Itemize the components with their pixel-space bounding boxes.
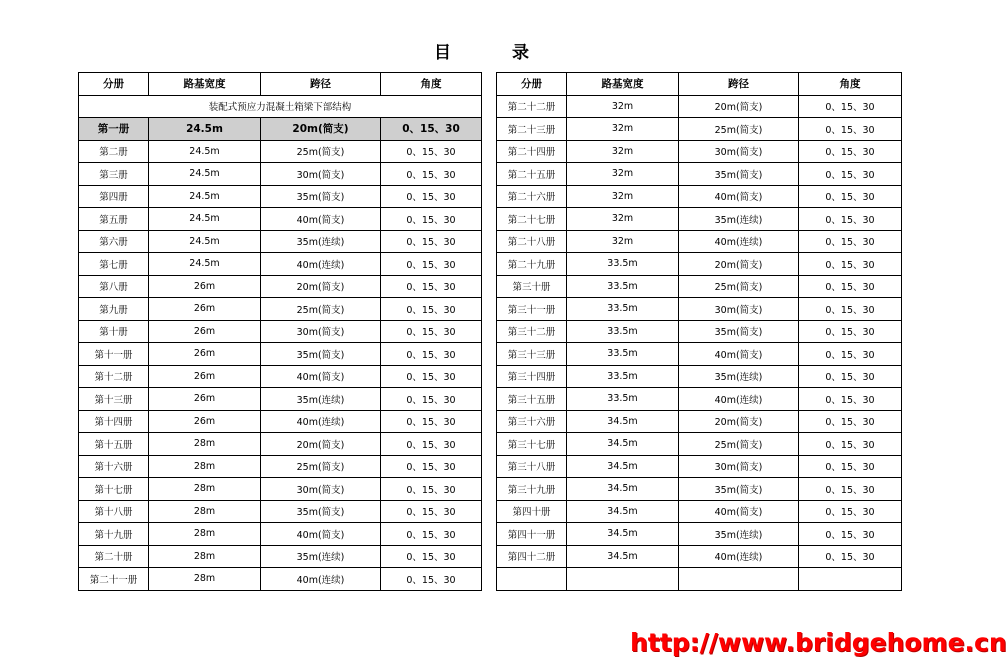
table-row (79, 275, 482, 298)
cell-angle: 0、15、30 (381, 118, 482, 141)
table-row (497, 455, 902, 478)
cell-span: 35m(连续) (261, 388, 381, 411)
cell-volume: 第十八册 (79, 500, 149, 523)
cell-span: 35m(简支) (679, 478, 799, 501)
cell-roadbed-width: 32m (567, 95, 679, 118)
cell-volume: 第七册 (79, 253, 149, 276)
cell-volume: 第十四册 (79, 410, 149, 433)
table-row (79, 208, 482, 231)
cell-roadbed-width: 33.5m (567, 365, 679, 388)
cell-angle: 0、15、30 (381, 320, 482, 343)
header-span: 跨径 (261, 73, 381, 96)
cell-volume: 第二十五册 (497, 163, 567, 186)
cell-roadbed-width: 28m (149, 500, 261, 523)
cell-angle: 0、15、30 (799, 433, 902, 456)
header-roadbed-width: 路基宽度 (567, 73, 679, 96)
cell-volume: 第二十一册 (79, 568, 149, 591)
cell-volume: 第三十八册 (497, 455, 567, 478)
cell-volume: 第二十九册 (497, 253, 567, 276)
cell-roadbed-width: 34.5m (567, 433, 679, 456)
table-row (79, 523, 482, 546)
cell-span: 35m(简支) (261, 343, 381, 366)
cell-volume: 第四十册 (497, 500, 567, 523)
header-angle: 角度 (799, 73, 902, 96)
table-row (79, 163, 482, 186)
table-row (497, 388, 902, 411)
cell-angle: 0、15、30 (381, 275, 482, 298)
table-row (79, 478, 482, 501)
table-row (497, 140, 902, 163)
cell-volume: 第二十八册 (497, 230, 567, 253)
cell-span: 35m(连续) (679, 365, 799, 388)
cell-volume: 第十六册 (79, 455, 149, 478)
cell-roadbed-width: 34.5m (567, 545, 679, 568)
watermark-url: http://www.bridgehome.cn (630, 628, 1007, 657)
cell-volume: 第四册 (79, 185, 149, 208)
cell-span: 35m(简支) (261, 500, 381, 523)
cell-volume: 第十五册 (79, 433, 149, 456)
left-catalog-table (78, 72, 482, 591)
cell-span: 30m(简支) (261, 478, 381, 501)
table-row (79, 365, 482, 388)
cell-roadbed-width: 28m (149, 433, 261, 456)
cell-roadbed-width: 26m (149, 410, 261, 433)
table-row (79, 298, 482, 321)
header-volume: 分册 (497, 73, 567, 96)
cell-volume: 第三十一册 (497, 298, 567, 321)
cell-volume: 第十七册 (79, 478, 149, 501)
cell-angle: 0、15、30 (799, 343, 902, 366)
cell-span: 40m(连续) (261, 568, 381, 591)
cell-span: 20m(简支) (679, 410, 799, 433)
table-row (497, 298, 902, 321)
cell-span: 20m(简支) (261, 433, 381, 456)
cell-angle: 0、15、30 (799, 253, 902, 276)
cell-volume: 第九册 (79, 298, 149, 321)
cell-volume: 第四十一册 (497, 523, 567, 546)
cell-span: 40m(连续) (679, 545, 799, 568)
cell-empty (497, 568, 567, 591)
cell-angle: 0、15、30 (381, 253, 482, 276)
cell-volume: 第六册 (79, 230, 149, 253)
cell-span: 40m(简支) (261, 523, 381, 546)
cell-angle: 0、15、30 (799, 410, 902, 433)
table-row (79, 140, 482, 163)
cell-roadbed-width: 26m (149, 388, 261, 411)
cell-volume: 第二十册 (79, 545, 149, 568)
cell-angle: 0、15、30 (799, 275, 902, 298)
cell-empty (799, 568, 902, 591)
cell-roadbed-width: 33.5m (567, 253, 679, 276)
cell-volume: 第二十二册 (497, 95, 567, 118)
cell-span: 40m(连续) (261, 410, 381, 433)
cell-angle: 0、15、30 (381, 523, 482, 546)
cell-roadbed-width: 26m (149, 275, 261, 298)
cell-span: 40m(连续) (679, 388, 799, 411)
cell-volume: 第三册 (79, 163, 149, 186)
cell-angle: 0、15、30 (381, 298, 482, 321)
cell-span: 30m(简支) (679, 140, 799, 163)
cell-empty (679, 568, 799, 591)
section-row (79, 95, 482, 118)
cell-volume: 第三十三册 (497, 343, 567, 366)
cell-span: 25m(简支) (679, 118, 799, 141)
cell-angle: 0、15、30 (799, 298, 902, 321)
header-roadbed-width: 路基宽度 (149, 73, 261, 96)
table-row (79, 410, 482, 433)
cell-roadbed-width: 33.5m (567, 298, 679, 321)
cell-angle: 0、15、30 (381, 365, 482, 388)
cell-angle: 0、15、30 (381, 568, 482, 591)
table-row (497, 163, 902, 186)
cell-angle: 0、15、30 (799, 545, 902, 568)
cell-roadbed-width: 34.5m (567, 455, 679, 478)
cell-roadbed-width: 24.5m (149, 208, 261, 231)
cell-volume: 第十一册 (79, 343, 149, 366)
cell-roadbed-width: 28m (149, 455, 261, 478)
cell-angle: 0、15、30 (381, 455, 482, 478)
cell-span: 35m(简支) (261, 185, 381, 208)
cell-span: 40m(简支) (679, 343, 799, 366)
cell-volume: 第二十四册 (497, 140, 567, 163)
cell-angle: 0、15、30 (381, 545, 482, 568)
cell-roadbed-width: 24.5m (149, 140, 261, 163)
table-row (497, 118, 902, 141)
cell-span: 25m(简支) (261, 455, 381, 478)
cell-roadbed-width: 26m (149, 320, 261, 343)
cell-volume: 第三十九册 (497, 478, 567, 501)
cell-angle: 0、15、30 (381, 343, 482, 366)
cell-angle: 0、15、30 (799, 185, 902, 208)
cell-roadbed-width: 33.5m (567, 275, 679, 298)
cell-span: 25m(简支) (679, 433, 799, 456)
cell-span: 20m(简支) (679, 95, 799, 118)
table-row (497, 545, 902, 568)
header-volume: 分册 (79, 73, 149, 96)
table-row (79, 455, 482, 478)
header-angle: 角度 (381, 73, 482, 96)
cell-angle: 0、15、30 (381, 500, 482, 523)
cell-span: 25m(简支) (261, 298, 381, 321)
table-row (497, 185, 902, 208)
table-row (79, 118, 482, 141)
cell-span: 30m(简支) (261, 320, 381, 343)
table-header-row (79, 73, 482, 96)
cell-span: 35m(连续) (261, 230, 381, 253)
cell-roadbed-width: 28m (149, 523, 261, 546)
cell-angle: 0、15、30 (799, 208, 902, 231)
cell-span: 30m(简支) (679, 455, 799, 478)
table-row (79, 230, 482, 253)
table-row (497, 208, 902, 231)
cell-span: 25m(简支) (679, 275, 799, 298)
cell-angle: 0、15、30 (799, 455, 902, 478)
cell-span: 25m(简支) (261, 140, 381, 163)
cell-span: 40m(连续) (261, 253, 381, 276)
cell-span: 20m(简支) (261, 275, 381, 298)
cell-roadbed-width: 26m (149, 365, 261, 388)
cell-angle: 0、15、30 (381, 163, 482, 186)
cell-volume: 第三十六册 (497, 410, 567, 433)
table-row (79, 253, 482, 276)
table-row-empty (497, 568, 902, 591)
header-span: 跨径 (679, 73, 799, 96)
cell-span: 35m(连续) (261, 545, 381, 568)
cell-volume: 第二十三册 (497, 118, 567, 141)
cell-roadbed-width: 28m (149, 545, 261, 568)
table-row (79, 343, 482, 366)
cell-angle: 0、15、30 (799, 523, 902, 546)
cell-roadbed-width: 33.5m (567, 388, 679, 411)
cell-span: 35m(简支) (679, 320, 799, 343)
cell-span: 30m(简支) (679, 298, 799, 321)
cell-angle: 0、15、30 (799, 365, 902, 388)
table-row (497, 95, 902, 118)
cell-volume: 第八册 (79, 275, 149, 298)
cell-roadbed-width: 34.5m (567, 500, 679, 523)
table-row (497, 253, 902, 276)
table-row (497, 410, 902, 433)
table-row (79, 500, 482, 523)
table-row (497, 433, 902, 456)
cell-volume: 第十册 (79, 320, 149, 343)
cell-roadbed-width: 32m (567, 163, 679, 186)
cell-volume: 第三十二册 (497, 320, 567, 343)
cell-volume: 第二册 (79, 140, 149, 163)
cell-roadbed-width: 26m (149, 298, 261, 321)
cell-roadbed-width: 24.5m (149, 253, 261, 276)
table-row (497, 320, 902, 343)
cell-angle: 0、15、30 (799, 320, 902, 343)
cell-angle: 0、15、30 (799, 478, 902, 501)
section-label: 装配式预应力混凝土箱梁下部结构 (79, 95, 482, 118)
table-row (497, 343, 902, 366)
cell-angle: 0、15、30 (381, 208, 482, 231)
cell-roadbed-width: 28m (149, 478, 261, 501)
cell-volume: 第一册 (79, 118, 149, 141)
cell-roadbed-width: 24.5m (149, 230, 261, 253)
title-char-2: 录 (512, 43, 531, 63)
cell-volume: 第二十七册 (497, 208, 567, 231)
table-row (497, 523, 902, 546)
cell-roadbed-width: 24.5m (149, 185, 261, 208)
cell-volume: 第四十二册 (497, 545, 567, 568)
cell-roadbed-width: 34.5m (567, 410, 679, 433)
cell-roadbed-width: 32m (567, 185, 679, 208)
cell-angle: 0、15、30 (799, 118, 902, 141)
cell-angle: 0、15、30 (381, 410, 482, 433)
cell-volume: 第三十册 (497, 275, 567, 298)
table-row (79, 433, 482, 456)
cell-roadbed-width: 34.5m (567, 478, 679, 501)
table-row (497, 230, 902, 253)
table-row (79, 545, 482, 568)
cell-volume: 第十二册 (79, 365, 149, 388)
cell-roadbed-width: 34.5m (567, 523, 679, 546)
cell-volume: 第三十七册 (497, 433, 567, 456)
cell-roadbed-width: 32m (567, 208, 679, 231)
table-row (79, 568, 482, 591)
cell-volume: 第五册 (79, 208, 149, 231)
table-row (497, 478, 902, 501)
table-row (79, 320, 482, 343)
cell-angle: 0、15、30 (381, 140, 482, 163)
cell-span: 40m(简支) (679, 500, 799, 523)
cell-span: 40m(简支) (261, 365, 381, 388)
table-row (79, 185, 482, 208)
cell-span: 35m(连续) (679, 208, 799, 231)
cell-roadbed-width: 32m (567, 230, 679, 253)
table-header-row (497, 73, 902, 96)
table-row (79, 388, 482, 411)
table-row (497, 500, 902, 523)
cell-span: 20m(简支) (261, 118, 381, 141)
cell-angle: 0、15、30 (799, 95, 902, 118)
cell-span: 40m(连续) (679, 230, 799, 253)
cell-span: 40m(简支) (261, 208, 381, 231)
cell-angle: 0、15、30 (799, 388, 902, 411)
cell-volume: 第二十六册 (497, 185, 567, 208)
cell-roadbed-width: 33.5m (567, 320, 679, 343)
cell-volume: 第三十四册 (497, 365, 567, 388)
right-catalog-table (496, 72, 902, 591)
cell-angle: 0、15、30 (799, 500, 902, 523)
cell-angle: 0、15、30 (381, 185, 482, 208)
cell-angle: 0、15、30 (799, 230, 902, 253)
cell-angle: 0、15、30 (381, 230, 482, 253)
cell-span: 30m(简支) (261, 163, 381, 186)
cell-angle: 0、15、30 (381, 478, 482, 501)
cell-roadbed-width: 32m (567, 118, 679, 141)
cell-roadbed-width: 24.5m (149, 118, 261, 141)
table-row (497, 365, 902, 388)
cell-volume: 第十九册 (79, 523, 149, 546)
cell-span: 40m(简支) (679, 185, 799, 208)
cell-angle: 0、15、30 (381, 388, 482, 411)
cell-roadbed-width: 33.5m (567, 343, 679, 366)
cell-volume: 第三十五册 (497, 388, 567, 411)
cell-roadbed-width: 28m (149, 568, 261, 591)
cell-roadbed-width: 32m (567, 140, 679, 163)
cell-angle: 0、15、30 (799, 163, 902, 186)
cell-angle: 0、15、30 (381, 433, 482, 456)
cell-roadbed-width: 26m (149, 343, 261, 366)
cell-span: 35m(连续) (679, 523, 799, 546)
table-row (497, 275, 902, 298)
title-char-1: 目 (434, 43, 453, 63)
cell-roadbed-width: 24.5m (149, 163, 261, 186)
cell-angle: 0、15、30 (799, 140, 902, 163)
cell-volume: 第十三册 (79, 388, 149, 411)
cell-span: 20m(简支) (679, 253, 799, 276)
cell-empty (567, 568, 679, 591)
cell-span: 35m(简支) (679, 163, 799, 186)
